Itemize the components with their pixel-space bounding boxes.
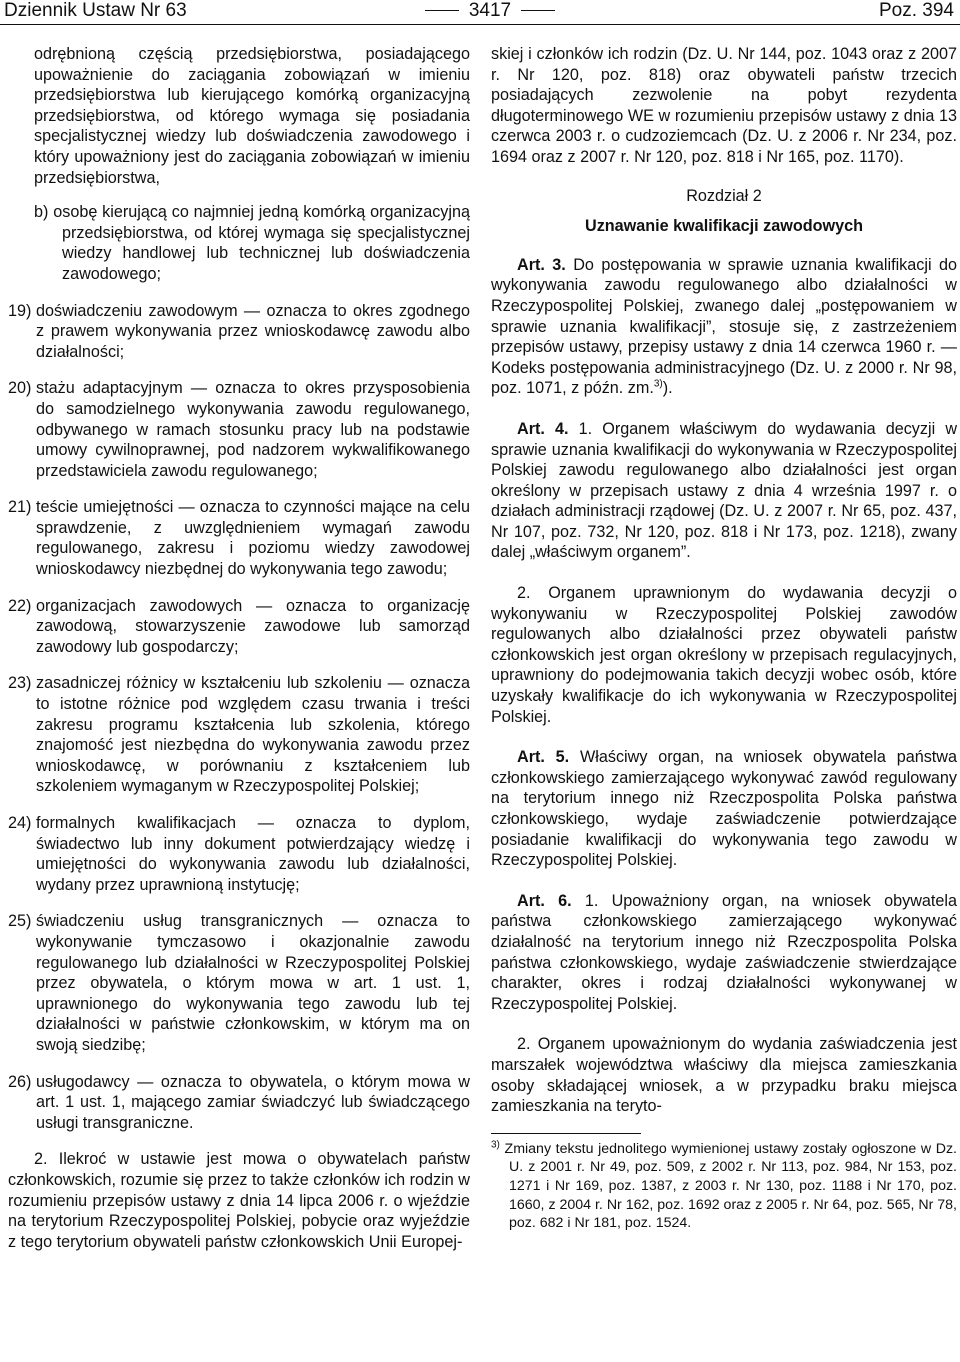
- item-text: stażu adaptacyjnym — oznacza to okres przysposobienia do samodzielnego wykonywania zawodu regulowanego, odbywanego w ramach stosunku pracy lub na podstawie umowy cywilnoprawnej, pod nadzorem wykwalifikowanego przedstawiciela zawodu regulowanego;: [36, 379, 470, 480]
- right-column: [491, 44, 957, 1233]
- definition-continuation: odrębnioną częścią przedsiębiorstwa, posiadającego upoważnienie do zaciągania zobowiązań w imieniu przedsiębiorstwa lub kierującego komórką organizacyjną przedsiębiorstwa, od którego wymaga się posiadania specjalistycznej wiedzy lub doświadczenia zawodowego i który upoważniony jest do zaciągania zobowiązań w imieniu przedsiębiorstwa,: [34, 45, 470, 187]
- footnote-text: Zmiany tekstu jednolitego wymienionej ustawy zostały ogłoszone w Dz. U. z 2001 r. Nr 49, poz. 509, z 2002 r. Nr 113, poz. 984, Nr 153, poz. 1271 i Nr 169, poz. 1387, z 2003 r. Nr 130, poz. 1188 i Nr 170, poz. 1660, z 2004 r. Nr 162, poz. 1692 oraz z 2005 r. Nr 64, poz. 565, Nr 78, poz. 682 i Nr 181, poz. 1524.: [504, 1140, 957, 1232]
- definition-item: 26) usługodawcy — oznacza to obywatela, o którym mowa w art. 1 ust. 1, mającego zamiar świadczyć lub świadczącego usługi transgraniczne.: [8, 1072, 470, 1132]
- item-text: usługodawcy — oznacza to obywatela, o którym mowa w art. 1 ust. 1, mającego zamiar świadczyć lub świadczącego usługi transgraniczne.: [36, 1072, 470, 1132]
- chapter-title: Uznawanie kwalifikacji zawodowych: [585, 217, 863, 236]
- footnote-ref: 3): [653, 378, 663, 390]
- article-label: Art. 3.: [517, 255, 566, 274]
- item-text: zasadniczej różnicy w kształceniu lub szkoleniu — oznacza to istotne różnice pod względem czasu trwania i treści zakresu programu kształcenia lub szkolenia, którego znajomość jest niezbędna do wykonywania zawodu przez wnioskodawcę, w porównaniu z kształceniem lub szkoleniem wymaganym w Rzeczypospolitej Polskiej;: [36, 674, 470, 796]
- article-6: [491, 891, 957, 1015]
- article-text: 1. Organem właściwym do wydawania decyzji w sprawie uznania kwalifikacji do wykonywania w Rzeczypospolitej Polskiej zawodu regulowanego albo działalności jest organ określony w przepisach ustawy z dnia 4 września 1997 r. o działach administracji rządowej (Dz. U. z 2007 r. Nr 65, poz. 437, Nr 107, poz. 732, Nr 120, poz. 818 i Nr 173, poz. 1218), zwany dalej „właściwym organem”.: [491, 419, 958, 562]
- position-number: Poz. 394: [879, 0, 954, 21]
- journal-title: Dziennik Ustaw Nr 63: [4, 0, 187, 21]
- article-text: Do postępowania w sprawie uznania kwalifikacji do wykonywania zawodu regulowanego albo działalności w Rzeczypospolitej Polskiej, zwanego dalej „postępowaniem w sprawie uznania kwalifikacji”, stosuje się, z zastrzeżeniem przepisów ustawy, przepisy ustawy z dnia 14 czerwca 1960 r. — Kodeks postępowania administracyjnego (Dz. U. z 2000 r. Nr 98, poz. 1071, z późn. zm.: [491, 255, 957, 398]
- item-text: doświadczeniu zawodowym — oznacza to okres zgodnego z prawem wykonywania przez wnioskodawcę zawodu albo działalności;: [36, 301, 470, 361]
- definition-item: 22) organizacjach zawodowych — oznacza to organizację zawodową, stowarzyszenie zawodowe lub samorząd zawodowy lub gospodarczy;: [8, 596, 470, 656]
- footnote-mark: 3): [491, 1138, 500, 1150]
- article-5: [491, 747, 957, 871]
- page-number: [410, 0, 570, 22]
- definition-item: 21) teście umiejętności — oznacza to czynności mające na celu sprawdzenie, z uwzględnieniem wymagań zawodu regulowanego, zakresu i poziomu wiedzy zawodowej wnioskodawcy niezbędnej do wykonywania tego zawodu;: [8, 498, 470, 579]
- item-text: teście umiejętności — oznacza to czynności mające na celu sprawdzenie, z uwzględnieniem wymagań zawodu regulowanego, zakresu i poziomu wiedzy zawodowej wnioskodawcy niezbędnej do wykonywania tego zawodu;: [36, 498, 470, 579]
- left-column: [8, 44, 470, 1252]
- chapter-heading: Rozdział 2: [686, 186, 762, 205]
- article-3: [491, 255, 957, 399]
- page-header: [0, 0, 960, 26]
- dash-right: [521, 10, 555, 11]
- item-text: organizacjach zawodowych — oznacza to organizację zawodową, stowarzyszenie zawodowe lub samorząd zawodowy lub gospodarczy;: [36, 596, 470, 656]
- article-text-end: ).: [662, 379, 673, 398]
- footnote: [491, 1140, 957, 1233]
- article-label: Art. 6.: [517, 891, 572, 910]
- footnote-rule: [491, 1133, 641, 1134]
- dash-left: [425, 10, 459, 11]
- header-rule: [0, 24, 960, 25]
- definition-item: 23) zasadniczej różnicy w kształceniu lub szkoleniu — oznacza to istotne różnice pod względem czasu trwania i treści zakresu programu kształcenia lub szkolenia, którego znajomość jest niezbędna do wykonywania zawodu przez wnioskodawcę, w porównaniu z kształceniem lub szkoleniem wymaganym w Rzeczypospolitej Polskiej;: [8, 674, 470, 796]
- definition-item: 25) świadczeniu usług transgranicznych — oznacza to wykonywanie tymczasowo i okazjonalnie zawodu regulowanego lub działalności w Rzeczypospolitej Polskiej przez obywatela, o którym mowa w art. 1 ust. 1, uprawnionego do wykonywania tego zawodu lub tej działalności w państwie członkowskim, w którym ma on swoją siedzibę;: [8, 912, 470, 1054]
- definition-item: 19) doświadczeniu zawodowym — oznacza to okres zgodnego z prawem wykonywania przez wnioskodawcę zawodu albo działalności;: [8, 301, 470, 361]
- item-text: świadczeniu usług transgranicznych — oznacza to wykonywanie tymczasowo i okazjonalnie zawodu regulowanego lub działalności w Rzeczypospolitej Polskiej przez obywatela, o którym mowa w art. 1 ust. 1, uprawnionego do wykonywania tego zawodu lub tej działalności w państwie członkowskim, w którym ma on swoją siedzibę;: [36, 912, 470, 1054]
- article-label: Art. 4.: [517, 419, 569, 438]
- page-number-value: 3417: [468, 0, 512, 21]
- paragraph-2: 2. Ilekroć w ustawie jest mowa o obywatelach państw członkowskich, rozumie się przez to także członków ich rodzin w rozumieniu przepisów ustawy z dnia 14 lipca 2006 r. o wjeździe na terytorium Rzeczypospolitej Polskiej, pobycie oraz wyjeździe z tego terytorium obywateli państw członkowskich Unii Europej-: [8, 1150, 470, 1251]
- sub-item-b: b) osobę kierującą co najmniej jedną komórką organizacyjną przedsiębiorstwa, od której wymaga się specjalistycznej wiedzy handlowej lub technicznej lub doświadczenia zawodowego;: [34, 203, 470, 283]
- article-label: Art. 5.: [517, 748, 570, 767]
- article-text: Właściwy organ, na wniosek obywatela państwa członkowskiego zamierzającego wykonywać zawód regulowany na terytorium innego niż Rzeczpospolita Polska państwa członkowskiego, wydaje zaświadczenie potwierdzające posiadanie kwalifikacji do wykonywania tego zawodu w Rzeczypospolitej Polskiej.: [491, 748, 957, 870]
- item-text: formalnych kwalifikacjach — oznacza to dyplom, świadectwo lub inny dokument potwierdzający wiedzę i umiejętności do wykonywania zawodu lub działalności, wydany przez uprawnioną instytucję;: [36, 814, 470, 894]
- article-4: [491, 419, 957, 563]
- definition-item: 24) formalnych kwalifikacjach — oznacza to dyplom, świadectwo lub inny dokument potwierdzający wiedzę i umiejętności do wykonywania zawodu lub działalności, wydany przez uprawnioną instytucję;: [8, 814, 470, 894]
- article-4-paragraph-2: 2. Organem uprawnionym do wydawania decyzji o wykonywaniu w Rzeczypospolitej Polskiej zawodów regulowanych albo działalności przez obywateli państw członkowskich jest organ określony w przepisach regulacyjnych, uprawniony do podejmowania takich decyzji wobec osób, które uzyskały kwalifikacje do ich wykonywania w Rzeczypospolitej Polskiej.: [491, 584, 957, 726]
- article-text: 1. Upoważniony organ, na wniosek obywatela państwa członkowskiego zamierzającego wykonywać działalność na terytorium innego niż Rzeczpospolita Polska państwa członkowskiego, wydaje zaświadczenie stwierdzające charakter, okres i rodzaj działalności wykonywanej w Rzeczypospolitej Polskiej.: [491, 891, 957, 1013]
- definition-item: 20) stażu adaptacyjnym — oznacza to okres przysposobienia do samodzielnego wykonywania zawodu regulowanego, odbywanego w ramach stosunku pracy lub na podstawie umowy cywilnoprawnej, pod nadzorem wykwalifikowanego przedstawiciela zawodu regulowanego;: [8, 379, 470, 480]
- paragraph-continuation: skiej i członków ich rodzin (Dz. U. Nr 144, poz. 1043 oraz z 2007 r. Nr 120, poz. 818) oraz obywateli państw trzecich posiadających zezwolenie na pobyt rezydenta długoterminowego WE w rozumieniu przepisów ustawy z dnia 13 czerwca 2003 r. o cudzoziemcach (Dz. U. z 2006 r. Nr 234, poz. 1694 oraz z 2007 r. Nr 120, poz. 818 i Nr 165, poz. 1170).: [491, 45, 957, 166]
- article-6-paragraph-2: 2. Organem upoważnionym do wydania zaświadczenia jest marszałek województwa właściwy dla miejsca zamieszkania osoby składającej wniosek, a w przypadku braku miejsca zamieszkania na teryto-: [491, 1035, 957, 1116]
